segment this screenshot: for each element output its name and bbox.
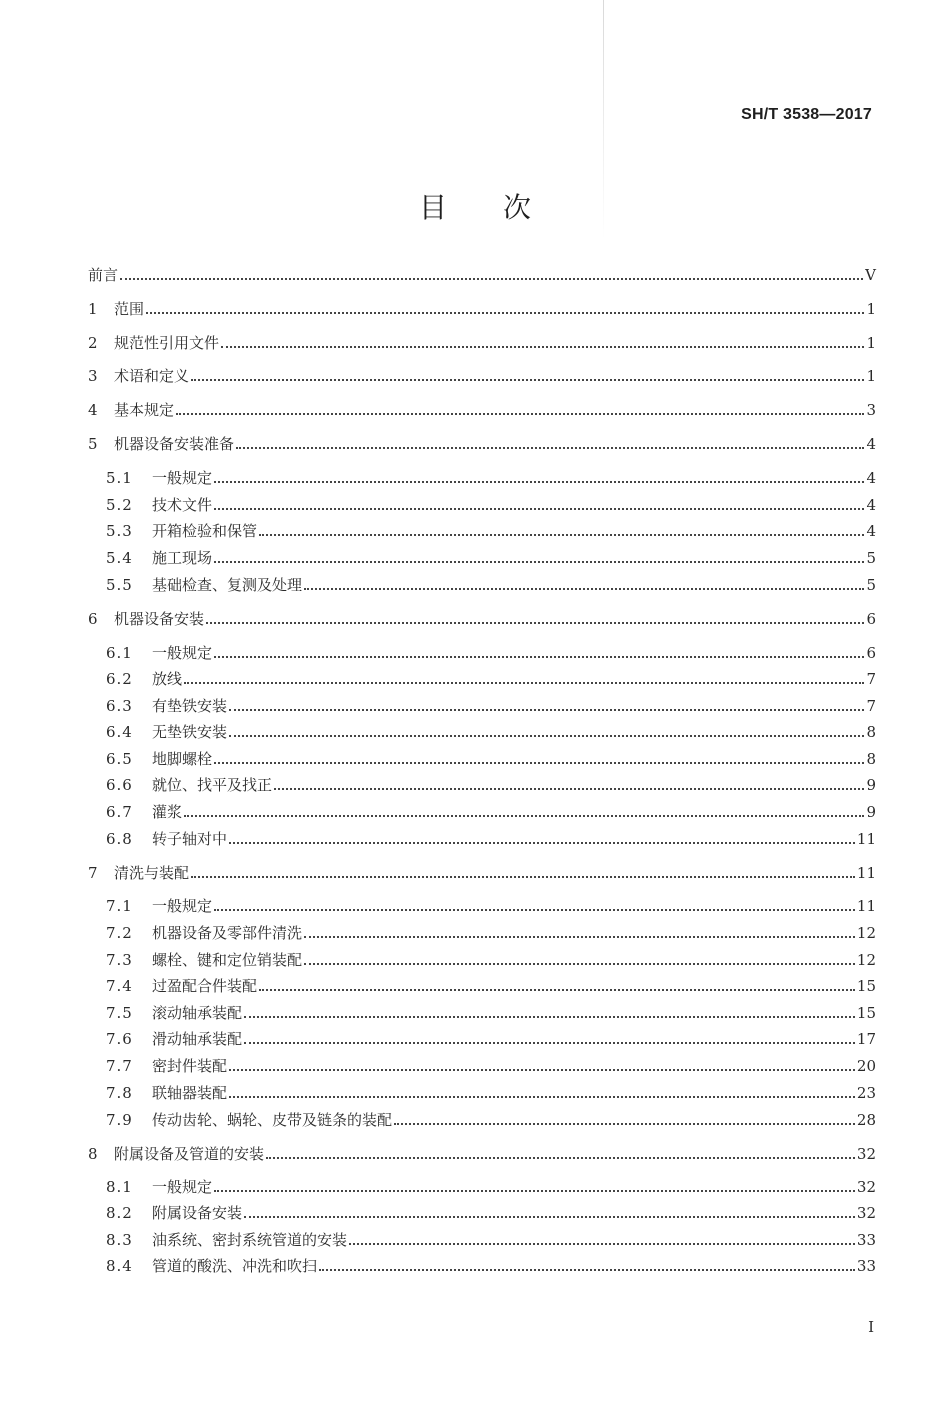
toc-entry-page-number: 1 [866, 300, 876, 318]
toc-entry-page-number: 33 [856, 1231, 876, 1249]
toc-entry-page-number: V [865, 266, 876, 284]
dot-leader [266, 1157, 855, 1159]
toc-entry-page-number: 6 [866, 610, 876, 628]
dot-leader [274, 788, 864, 790]
toc-entry-number: 6.2 [106, 670, 133, 688]
page-folio: I [868, 1318, 874, 1336]
dot-leader [349, 1243, 855, 1245]
toc-entry-label: 地脚螺栓 [152, 750, 213, 768]
toc-entry-label: 基础检查、复测及处理 [152, 576, 303, 594]
toc-entry-label: 前言 [88, 266, 119, 284]
dot-leader [304, 936, 855, 938]
dot-leader [229, 842, 855, 844]
toc-section-entry[interactable] [88, 296, 876, 322]
toc-entry-label: 附属设备安装 [152, 1204, 243, 1222]
toc-entry-label: 过盈配合件装配 [152, 977, 258, 995]
toc-entry-page-number: 17 [856, 1030, 876, 1048]
toc-entry-page-number: 4 [866, 496, 876, 514]
dot-leader [176, 413, 864, 415]
toc-entry-label: 一般规定 [152, 644, 213, 662]
toc-entry-number: 5.3 [106, 522, 133, 540]
toc-entry-label: 一般规定 [152, 897, 213, 915]
dot-leader [229, 1069, 855, 1071]
dot-leader [184, 815, 864, 817]
toc-subsection-entry[interactable] [106, 1253, 876, 1279]
toc-entry-number: 6.8 [106, 830, 133, 848]
toc-entry-number: 7.5 [106, 1004, 133, 1022]
toc-entry-number: 8.2 [106, 1204, 133, 1222]
toc-entry-number: 8.1 [106, 1178, 133, 1196]
toc-entry-page-number: 33 [856, 1257, 876, 1275]
toc-entry-page-number: 15 [856, 1004, 876, 1022]
toc-entry-label: 开箱检验和保管 [152, 522, 258, 540]
dot-leader [191, 876, 855, 878]
toc-subsection-entry[interactable] [106, 799, 876, 825]
toc-section-entry[interactable] [88, 431, 876, 457]
dot-leader [146, 312, 864, 314]
dot-leader [120, 278, 863, 280]
dot-leader [214, 762, 864, 764]
toc-subsection-entry[interactable] [106, 947, 876, 973]
toc-entry-page-number: 15 [856, 977, 876, 995]
dot-leader [221, 346, 864, 348]
toc-entry-number: 5.1 [106, 469, 133, 487]
toc-entry-number: 7 [88, 864, 98, 882]
toc-entry-label: 一般规定 [152, 1178, 213, 1196]
dot-leader [319, 1269, 855, 1271]
toc-entry-label: 密封件装配 [152, 1057, 228, 1075]
toc-entry-number: 5.2 [106, 496, 133, 514]
toc-entry-number: 7.7 [106, 1057, 133, 1075]
dot-leader [304, 588, 864, 590]
toc-entry-page-number: 9 [866, 803, 876, 821]
toc-entry-number: 6.7 [106, 803, 133, 821]
toc-entry-label: 施工现场 [152, 549, 213, 567]
toc-entry-number: 5.4 [106, 549, 133, 567]
toc-entry-page-number: 7 [866, 697, 876, 715]
toc-entry-number: 7.2 [106, 924, 133, 942]
dot-leader [244, 1016, 855, 1018]
dot-leader [214, 508, 864, 510]
toc-entry-number: 7.6 [106, 1030, 133, 1048]
toc-entry-page-number: 3 [866, 401, 876, 419]
toc-entry-label: 技术文件 [152, 496, 213, 514]
toc-entry-page-number: 11 [856, 830, 876, 848]
toc-section-entry[interactable] [88, 1141, 876, 1167]
toc-entry-label: 无垫铁安装 [152, 723, 228, 741]
toc-section-entry[interactable] [88, 606, 876, 632]
toc-entry-label: 清洗与装配 [114, 864, 190, 882]
toc-subsection-entry[interactable] [106, 666, 876, 692]
toc-entry-page-number: 6 [866, 644, 876, 662]
dot-leader [214, 481, 864, 483]
toc-subsection-entry[interactable] [106, 465, 876, 491]
toc-entry-number: 6.1 [106, 644, 133, 662]
toc-subsection-entry[interactable] [106, 746, 876, 772]
toc-entry-label: 范围 [114, 300, 145, 318]
toc-entry-number: 6 [88, 610, 98, 628]
toc-subsection-entry[interactable] [106, 826, 876, 852]
toc-entry-label: 油系统、密封系统管道的安装 [152, 1231, 348, 1249]
toc-entry-label: 一般规定 [152, 469, 213, 487]
toc-subsection-entry[interactable] [106, 973, 876, 999]
toc-entry-page-number: 12 [856, 924, 876, 942]
toc-entry-label: 术语和定义 [114, 367, 190, 385]
toc-entry-number: 2 [88, 334, 98, 352]
title-char-1: 目 [418, 191, 447, 224]
toc-section-entry[interactable] [88, 860, 876, 886]
toc-subsection-entry[interactable] [106, 693, 876, 719]
dot-leader [214, 561, 864, 563]
toc-entry-number: 8.4 [106, 1257, 133, 1275]
toc-entry-label: 灌浆 [152, 803, 183, 821]
toc-subsection-entry[interactable] [106, 492, 876, 518]
dot-leader [214, 1190, 855, 1192]
toc-entry-number: 5.5 [106, 576, 133, 594]
toc-entry-page-number: 11 [856, 897, 876, 915]
toc-entry-page-number: 8 [866, 750, 876, 768]
dot-leader [259, 534, 864, 536]
dot-leader [229, 735, 864, 737]
toc-entry-page-number: 4 [866, 469, 876, 487]
toc-entry-number: 6.4 [106, 723, 133, 741]
toc-entry-label: 附属设备及管道的安装 [114, 1145, 265, 1163]
toc-entry-page-number: 4 [866, 435, 876, 453]
dot-leader [259, 989, 855, 991]
page-title [0, 186, 950, 226]
dot-leader [244, 1042, 855, 1044]
toc-subsection-entry[interactable] [106, 1227, 876, 1253]
toc-entry-label: 机器设备安装 [114, 610, 205, 628]
toc-subsection-entry[interactable] [106, 920, 876, 946]
toc-entry-label: 转子轴对中 [152, 830, 228, 848]
toc-subsection-entry[interactable] [106, 1053, 876, 1079]
toc-entry-page-number: 7 [866, 670, 876, 688]
toc-entry-page-number: 28 [856, 1111, 876, 1129]
toc-entry-label: 传动齿轮、蜗轮、皮带及链条的装配 [152, 1111, 393, 1129]
toc-entry-page-number: 1 [866, 367, 876, 385]
toc-entry-page-number: 5 [866, 576, 876, 594]
title-char-2: 次 [503, 191, 532, 224]
toc-entry-number: 6.6 [106, 776, 133, 794]
dot-leader [229, 709, 864, 711]
toc-entry-page-number: 5 [866, 549, 876, 567]
toc-subsection-entry[interactable] [106, 1000, 876, 1026]
toc-entry-number: 5 [88, 435, 98, 453]
toc-entry-label: 规范性引用文件 [114, 334, 220, 352]
toc-section-entry[interactable] [88, 330, 876, 356]
toc-entry-label: 有垫铁安装 [152, 697, 228, 715]
toc-entry-number: 8.3 [106, 1231, 133, 1249]
toc-subsection-entry[interactable] [106, 1107, 876, 1133]
toc-entry-number: 8 [88, 1145, 98, 1163]
toc-entry-page-number: 32 [856, 1145, 876, 1163]
toc-subsection-entry[interactable] [106, 518, 876, 544]
toc-subsection-entry[interactable] [106, 772, 876, 798]
toc-subsection-entry[interactable] [106, 572, 876, 598]
dot-leader [236, 447, 864, 449]
dot-leader [184, 682, 864, 684]
toc-entry-number: 4 [88, 401, 98, 419]
toc-entry-page-number: 20 [856, 1057, 876, 1075]
toc-subsection-entry[interactable] [106, 719, 876, 745]
toc-subsection-entry[interactable] [106, 893, 876, 919]
toc-entry-number: 6.5 [106, 750, 133, 768]
toc-entry-page-number: 1 [866, 334, 876, 352]
toc-entry-page-number: 12 [856, 951, 876, 969]
toc-subsection-entry[interactable] [106, 1026, 876, 1052]
toc-entry-number: 7.8 [106, 1084, 133, 1102]
dot-leader [206, 622, 864, 624]
toc-section-entry[interactable] [88, 262, 876, 288]
toc-entry-number: 7.9 [106, 1111, 133, 1129]
toc-entry-page-number: 11 [856, 864, 876, 882]
toc-entry-number: 6.3 [106, 697, 133, 715]
toc-subsection-entry[interactable] [106, 545, 876, 571]
toc-entry-number: 7.1 [106, 897, 133, 915]
toc-subsection-entry[interactable] [106, 1174, 876, 1200]
toc-entry-label: 机器设备安装准备 [114, 435, 235, 453]
dot-leader [214, 656, 864, 658]
toc-entry-page-number: 9 [866, 776, 876, 794]
toc-entry-page-number: 32 [856, 1178, 876, 1196]
toc-section-entry[interactable] [88, 363, 876, 389]
toc-entry-label: 滑动轴承装配 [152, 1030, 243, 1048]
toc-section-entry[interactable] [88, 397, 876, 423]
toc-entry-label: 机器设备及零部件清洗 [152, 924, 303, 942]
toc-subsection-entry[interactable] [106, 1080, 876, 1106]
toc-entry-label: 就位、找平及找正 [152, 776, 273, 794]
toc-entry-label: 滚动轴承装配 [152, 1004, 243, 1022]
toc-entry-number: 7.3 [106, 951, 133, 969]
toc-entry-number: 7.4 [106, 977, 133, 995]
toc-subsection-entry[interactable] [106, 1200, 876, 1226]
toc-entry-label: 放线 [152, 670, 183, 688]
dot-leader [304, 963, 855, 965]
toc-entry-page-number: 23 [856, 1084, 876, 1102]
toc-entry-number: 1 [88, 300, 98, 318]
toc-entry-page-number: 8 [866, 723, 876, 741]
toc-entry-label: 基本规定 [114, 401, 175, 419]
standard-number: SH/T 3538—2017 [741, 106, 872, 123]
toc-entry-label: 螺栓、键和定位销装配 [152, 951, 303, 969]
toc-entry-page-number: 4 [866, 522, 876, 540]
dot-leader [229, 1096, 855, 1098]
toc-entry-label: 联轴器装配 [152, 1084, 228, 1102]
dot-leader [394, 1123, 855, 1125]
dot-leader [244, 1216, 855, 1218]
dot-leader [214, 909, 855, 911]
toc-entry-number: 3 [88, 367, 98, 385]
toc-entry-label: 管道的酸洗、冲洗和吹扫 [152, 1257, 318, 1275]
dot-leader [191, 379, 864, 381]
toc-entry-page-number: 32 [856, 1204, 876, 1222]
toc-subsection-entry[interactable] [106, 640, 876, 666]
